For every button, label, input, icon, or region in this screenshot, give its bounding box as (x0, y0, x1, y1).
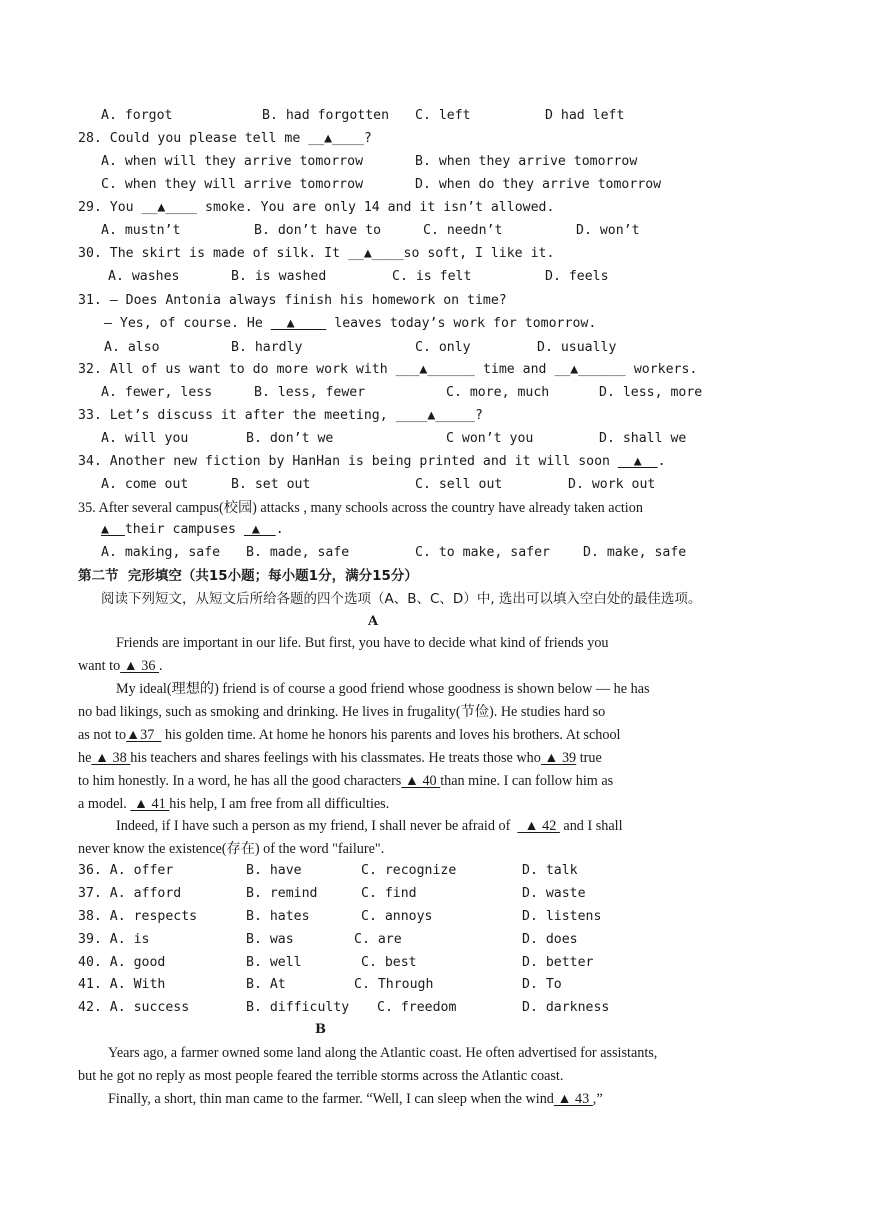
q32-option-d: D. less, more (599, 385, 703, 400)
passage-b-p2-line1 (108, 1090, 603, 1108)
text-run: than mine. I can follow him as (440, 773, 614, 789)
blank-36: ▲ 36 (120, 658, 160, 674)
choice-36-a: 36. A. offer (78, 863, 174, 878)
q32-stem: 32. All of us want to do more work with (78, 362, 396, 377)
q29-option-c: C. needn’t (423, 223, 503, 238)
question-29 (78, 199, 554, 217)
q35-line1: 35. After several campus(校园) attacks , many schools across the country have already taken action (78, 500, 643, 516)
text-run: to him honestly. In a word, he has all the good characters (78, 773, 402, 789)
q30-option-b: B. is washed (231, 269, 327, 284)
choice-40-a: 40. A. good (78, 955, 166, 970)
passage-a-p3-line1 (116, 817, 623, 835)
q31-end: leaves today’s work for tomorrow. (326, 316, 597, 331)
q33-end: ? (475, 408, 483, 423)
q27-option-c: C. left (415, 108, 471, 123)
question-30 (78, 245, 554, 263)
choice-41-d: D. To (522, 977, 562, 992)
q31-option-c: C. only (415, 340, 471, 355)
q34-end: . (657, 454, 666, 469)
question-34 (78, 453, 666, 471)
q35-blank-1: ▲ (101, 522, 125, 537)
passage-a-p2-line2: no bad likings, such as smoking and drinking. He lives in frugality(节俭). He studies hard so (78, 704, 606, 720)
blank-40: ▲ 40 (401, 773, 441, 789)
choice-40-b: B. well (246, 955, 302, 970)
q32-option-c: C. more, much (446, 385, 550, 400)
passage-a-p2-line6 (78, 795, 389, 813)
text-run: want to (78, 658, 121, 674)
q28-blank: __▲____ (308, 131, 364, 146)
q28-option-b: B. when they arrive tomorrow (415, 154, 638, 169)
choice-42-c: C. freedom (377, 1000, 457, 1015)
q31-option-d: D. usually (537, 340, 617, 355)
text-run: and I shall (559, 818, 623, 834)
q35-option-c: C. to make, safer (415, 545, 550, 560)
q29-option-d: D. won’t (576, 223, 640, 238)
choice-39-a: 39. A. is (78, 932, 150, 947)
q29-stem: 29. You (78, 200, 142, 215)
choice-41-b: B. At (246, 977, 286, 992)
q30-option-d: D. feels (545, 269, 609, 284)
q31-stem: — Yes, of course. He (104, 316, 271, 331)
choice-38-c: C. annoys (361, 909, 433, 924)
q33-option-d: D. shall we (599, 431, 687, 446)
choice-37-d: D. waste (522, 886, 586, 901)
q30-option-c: C. is felt (392, 269, 472, 284)
q28-end: ? (363, 131, 372, 146)
q35-option-d: D. make, safe (583, 545, 687, 560)
q33-option-a: A. will you (101, 431, 189, 446)
passage-b-p1-line1: Years ago, a farmer owned some land along the Atlantic coast. He often advertised for assistants, (108, 1045, 658, 1061)
text-run: true (576, 750, 602, 766)
q31-line2 (104, 315, 596, 333)
blank-38: ▲ 38 (91, 750, 131, 766)
passage-a-label: A (368, 614, 379, 629)
q30-blank: __▲____ (347, 246, 404, 261)
q30-stem: 30. The skirt is made of silk. It (78, 246, 348, 261)
section-2-instructions: 阅读下列短文，从短文后所给各题的四个选项（A、B、C、D）中, 选出可以填入空白处的最佳选项。 (101, 591, 702, 607)
q31-blank: ▲ (270, 316, 327, 331)
q31-option-a: A. also (104, 340, 160, 355)
q33-blank: ____▲_____ (395, 408, 475, 423)
q30-option-a: A. washes (108, 269, 180, 284)
text-run: a model. (78, 796, 131, 812)
choice-41-a: 41. A. With (78, 977, 166, 992)
q32-mid: time and (475, 362, 555, 377)
choice-38-d: D. listens (522, 909, 602, 924)
q34-blank: ▲ (617, 454, 658, 469)
q28-option-d: D. when do they arrive tomorrow (415, 177, 662, 192)
choice-40-d: D. better (522, 955, 594, 970)
choice-36-b: B. have (246, 863, 302, 878)
text-run: Indeed, if I have such a person as my friend, I shall never be afraid of (116, 818, 518, 834)
q33-option-c: C won’t you (446, 431, 534, 446)
choice-37-a: 37. A. afford (78, 886, 182, 901)
q33-option-b: B. don’t we (246, 431, 334, 446)
text-run: ,” (592, 1091, 603, 1107)
q35-end: . (275, 522, 284, 537)
blank-39: ▲ 39 (540, 750, 577, 766)
passage-a-p2-line1: My ideal(理想的) friend is of course a good friend whose goodness is shown below — he has (116, 681, 650, 697)
q31-option-b: B. hardly (231, 340, 303, 355)
q35-option-b: B. made, safe (246, 545, 350, 560)
text-run: his teachers and shares feelings with his classmates. He treats those who (130, 750, 541, 766)
q34-option-b: B. set out (231, 477, 311, 492)
text-run: as not to (78, 727, 127, 743)
q27-option-b: B. had forgotten (262, 108, 390, 123)
q29-blank: __▲____ (141, 200, 198, 215)
q28-option-c: C. when they will arrive tomorrow (101, 177, 364, 192)
blank-41: ▲ 41 (130, 796, 170, 812)
choice-38-a: 38. A. respects (78, 909, 198, 924)
choice-36-c: C. recognize (361, 863, 457, 878)
question-32 (78, 361, 697, 379)
choice-42-a: 42. A. success (78, 1000, 190, 1015)
passage-a-p1-line1: Friends are important in our life. But first, you have to decide what kind of friends you (116, 635, 609, 651)
passage-a-p2-line4 (78, 749, 602, 767)
q33-stem: 33. Let’s discuss it after the meeting, (78, 408, 396, 423)
choice-37-c: C. find (361, 886, 417, 901)
q27-option-a: A. forgot (101, 108, 173, 123)
passage-b-label: B (315, 1022, 326, 1037)
passage-a-p1-line2 (78, 657, 163, 675)
q35-option-a: A. making, safe (101, 545, 221, 560)
q35-mid: their campuses (124, 522, 244, 537)
choice-42-b: B. difficulty (246, 1000, 350, 1015)
passage-b-p1-line2: but he got no reply as most people feared the terrible storms across the Atlantic coast. (78, 1068, 564, 1084)
q29-option-b: B. don’t have to (254, 223, 382, 238)
choice-39-b: B. was (246, 932, 294, 947)
choice-39-d: D. does (522, 932, 578, 947)
q32-blank-1: ___▲______ (395, 362, 475, 377)
q31-line1: 31. — Does Antonia always finish his homework on time? (78, 293, 507, 308)
text-run: his golden time. At home he honors his parents and loves his brothers. At school (161, 727, 621, 743)
text-run: he (78, 750, 92, 766)
q32-blank-2: __▲______ (554, 362, 626, 377)
text-run: Finally, a short, thin man came to the farmer. “Well, I can sleep when the wind (108, 1091, 554, 1107)
q34-option-a: A. come out (101, 477, 189, 492)
passage-a-p2-line5 (78, 772, 613, 790)
passage-a-p2-line3 (78, 726, 620, 744)
choice-41-c: C. Through (354, 977, 434, 992)
q32-option-a: A. fewer, less (101, 385, 213, 400)
choice-39-c: C. are (354, 932, 402, 947)
q35-blank-2: ▲ (243, 522, 276, 537)
choice-40-c: C. best (361, 955, 417, 970)
q29-option-a: A. mustn’t (101, 223, 181, 238)
choice-42-d: D. darkness (522, 1000, 610, 1015)
choice-37-b: B. remind (246, 886, 318, 901)
q32-option-b: B. less, fewer (254, 385, 366, 400)
q27-option-d: D had left (545, 108, 625, 123)
passage-a-p3-line2: never know the existence(存在) of the word "failure". (78, 841, 385, 857)
question-28 (78, 130, 372, 148)
q34-option-c: C. sell out (415, 477, 503, 492)
text-run: . (159, 658, 163, 674)
q35-line2 (101, 521, 284, 539)
q30-end: so soft, I like it. (403, 246, 555, 261)
choice-36-d: D. talk (522, 863, 578, 878)
q32-end: workers. (625, 362, 698, 377)
blank-37: ▲37 (126, 727, 162, 743)
text-run: his help, I am free from all difficulties. (169, 796, 390, 812)
q29-end: smoke. You are only 14 and it isn’t allowed. (197, 200, 555, 215)
blank-42: ▲ 42 (517, 818, 560, 834)
section-2-title: 第二节 完形填空（共15小题；每小题1分，满分15分） (78, 568, 418, 584)
choice-38-b: B. hates (246, 909, 310, 924)
blank-43: ▲ 43 (553, 1091, 593, 1107)
q28-stem: 28. Could you please tell me (78, 131, 309, 146)
q34-stem: 34. Another new fiction by HanHan is being printed and it will soon (78, 454, 618, 469)
q28-option-a: A. when will they arrive tomorrow (101, 154, 364, 169)
q34-option-d: D. work out (568, 477, 656, 492)
question-33 (78, 407, 483, 425)
